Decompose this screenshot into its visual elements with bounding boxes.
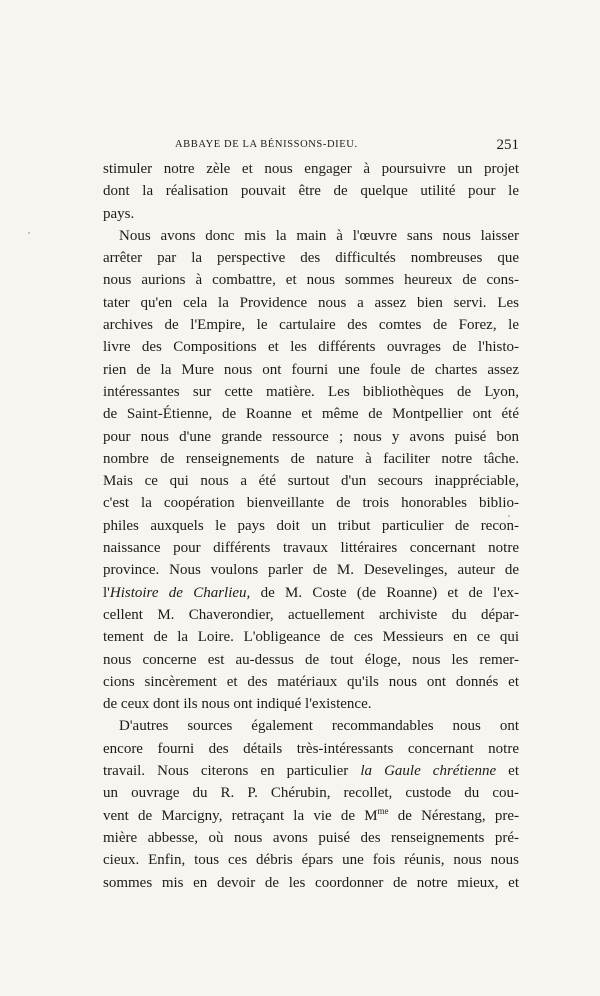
- text-line: stimuler notre zèle et nous engager à poursuivre un projet: [103, 161, 519, 177]
- text-line: cellent M. Chaverondier, actuellement archiviste du dépar-: [103, 606, 519, 623]
- text-line: de Saint-Étienne, de Roanne et même de Montpellier ont été: [103, 406, 519, 423]
- running-title: ABBAYE DE LA BÉNISSONS-DIEU.: [175, 139, 358, 150]
- book-title-histoire-de-charlieu: Histoire de Charlieu,: [109, 584, 251, 601]
- text-line: encore fourni des détails très-intéressants concernant notre: [103, 740, 519, 757]
- text-segment: travail. Nous citerons en particulier: [103, 763, 361, 780]
- text-line: un ouvrage du R. P. Chérubin, recollet, custode du cou-: [103, 785, 519, 802]
- text-line: mière abbesse, où nous avons puisé des renseignements pré-: [103, 829, 519, 846]
- text-segment: de Nérestang, pre-: [388, 807, 519, 824]
- text-line: province. Nous voulons parler de M. Desevelinges, auteur de: [103, 562, 519, 579]
- page-header: [103, 137, 519, 157]
- paper-speck: [28, 232, 30, 234]
- text-line: nous concerne est au-dessus de tout éloge, nous les remer-: [103, 651, 519, 668]
- text-line: archives de l'Empire, le cartulaire des comtes de Forez, le: [103, 317, 519, 334]
- text-line: rien de la Mure nous ont fourni une foule de chartes assez: [103, 361, 519, 378]
- text-line: c'est la coopération bienveillante de trois honorables biblio-: [103, 495, 519, 512]
- text-line: nous aurions à combattre, et nous sommes heureux de cons-: [103, 272, 519, 289]
- text-line: cieux. Enfin, tous ces débris épars une fois réunis, nous nous: [103, 852, 519, 869]
- text-segment: l': [103, 584, 110, 601]
- book-title-gaule-chretienne: la Gaule chrétienne: [360, 763, 497, 780]
- text-line: sommes mis en devoir de les coordonner de notre mieux, et: [103, 874, 519, 891]
- text-line: livre des Compositions et les différents ouvrages de l'histo-: [103, 339, 519, 356]
- page-number: 251: [496, 137, 519, 153]
- text-line: de ceux dont ils nous ont indiqué l'existence.: [103, 696, 372, 713]
- text-line: [103, 760, 519, 782]
- text-line: arrêter par la perspective des difficultés nombreuses que: [103, 250, 519, 267]
- text-line: [103, 582, 519, 604]
- text-line: pays.: [103, 205, 135, 222]
- text-line: [103, 805, 519, 827]
- text-line: dont la réalisation pouvait être de quelque utilité pour le: [103, 183, 519, 200]
- text-line: tement de la Loire. L'obligeance de ces Messieurs en ce qui: [103, 629, 519, 646]
- text-segment: vent de Marcigny, retraçant la vie de M: [103, 807, 378, 824]
- text-segment: de M. Coste (de Roanne) et de l'ex-: [250, 584, 519, 601]
- text-line: pour nous d'une grande ressource ; nous y avons puisé bon: [103, 428, 519, 445]
- paper-speck: [508, 515, 510, 517]
- body-text: [103, 158, 519, 894]
- text-line: tater qu'en cela la Providence nous a assez bien servi. Les: [103, 294, 519, 311]
- text-line: nombre de renseignements de nature à faciliter notre tâche.: [103, 450, 519, 467]
- text-line: intéressantes sur cette matière. Les bibliothèques de Lyon,: [103, 383, 519, 400]
- text-line: cions sincèrement et des matériaux qu'ils nous ont donnés et: [103, 673, 519, 690]
- text-line: naissance pour différents travaux littéraires concernant notre: [103, 540, 519, 557]
- text-line: Mais ce qui nous a été surtout d'un secours inappréciable,: [103, 473, 519, 490]
- text-line: D'autres sources également recommandables nous ont: [119, 718, 519, 735]
- superscript-me: me: [377, 805, 389, 816]
- text-segment: et: [496, 763, 519, 780]
- text-line: philes auxquels le pays doit un tribut particulier de recon-: [103, 517, 519, 534]
- text-line: Nous avons donc mis la main à l'œuvre sans nous laisser: [119, 227, 519, 244]
